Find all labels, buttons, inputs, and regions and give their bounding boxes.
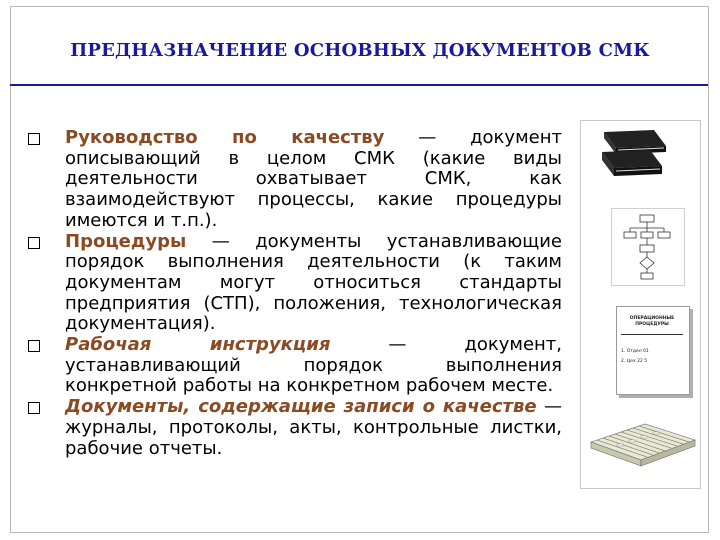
item-term: Рабочая инструкция — [65, 334, 331, 356]
doc-heading-line1: ОПЕРАЦИОННЫЕ — [629, 316, 675, 321]
flowchart-icon — [611, 208, 685, 286]
item-text: — журналы, протоколы, акты, контрольные листки, рабочие отчеты. — [65, 396, 562, 459]
item-text: — документ, устанавливающий порядок выполнения конкретной работы на конкретном рабочем месте. — [65, 334, 562, 397]
square-bullet-icon — [28, 133, 40, 145]
item-text: — документ описывающий в целом СМК (какие виды деятельности охватывает СМК, как взаимодействуют процессы, какие процедуры имеются и т.п.). — [65, 127, 562, 231]
slide-title: ПРЕДНАЗНАЧЕНИЕ ОСНОВНЫХ ДОКУМЕНТОВ СМК — [70, 40, 650, 61]
doc-line: 1. Отдел 01 — [621, 349, 649, 354]
list-item-procedures — [28, 232, 562, 336]
item-text: — документы устанавливающие порядок выполнения деятельности (к таким документам могут относиться стандарты предприятия (СТП), положения, технологическая документация). — [65, 230, 562, 335]
square-bullet-icon — [28, 402, 40, 414]
square-bullet-icon — [28, 237, 40, 249]
doc-divider — [621, 334, 683, 335]
list-item-work-instruction — [28, 335, 562, 397]
title-rule — [10, 84, 708, 86]
item-term: Руководство по качеству — [65, 127, 385, 148]
square-bullet-icon — [28, 340, 40, 352]
item-term: Процедуры — [65, 230, 187, 252]
doc-heading — [621, 316, 683, 328]
list-item-quality-manual — [28, 128, 562, 232]
doc-heading-line2: ПРОЦЕДУРЫ — [635, 322, 669, 327]
item-term: Документы, содержащие записи о качестве — [65, 396, 537, 418]
procedure-document-icon — [616, 306, 690, 395]
doc-line: 2. Цех 22 5 — [621, 359, 648, 364]
document-list — [28, 128, 562, 459]
binders-icon — [587, 410, 699, 470]
books-icon — [600, 128, 668, 190]
list-item-quality-records — [28, 397, 562, 459]
